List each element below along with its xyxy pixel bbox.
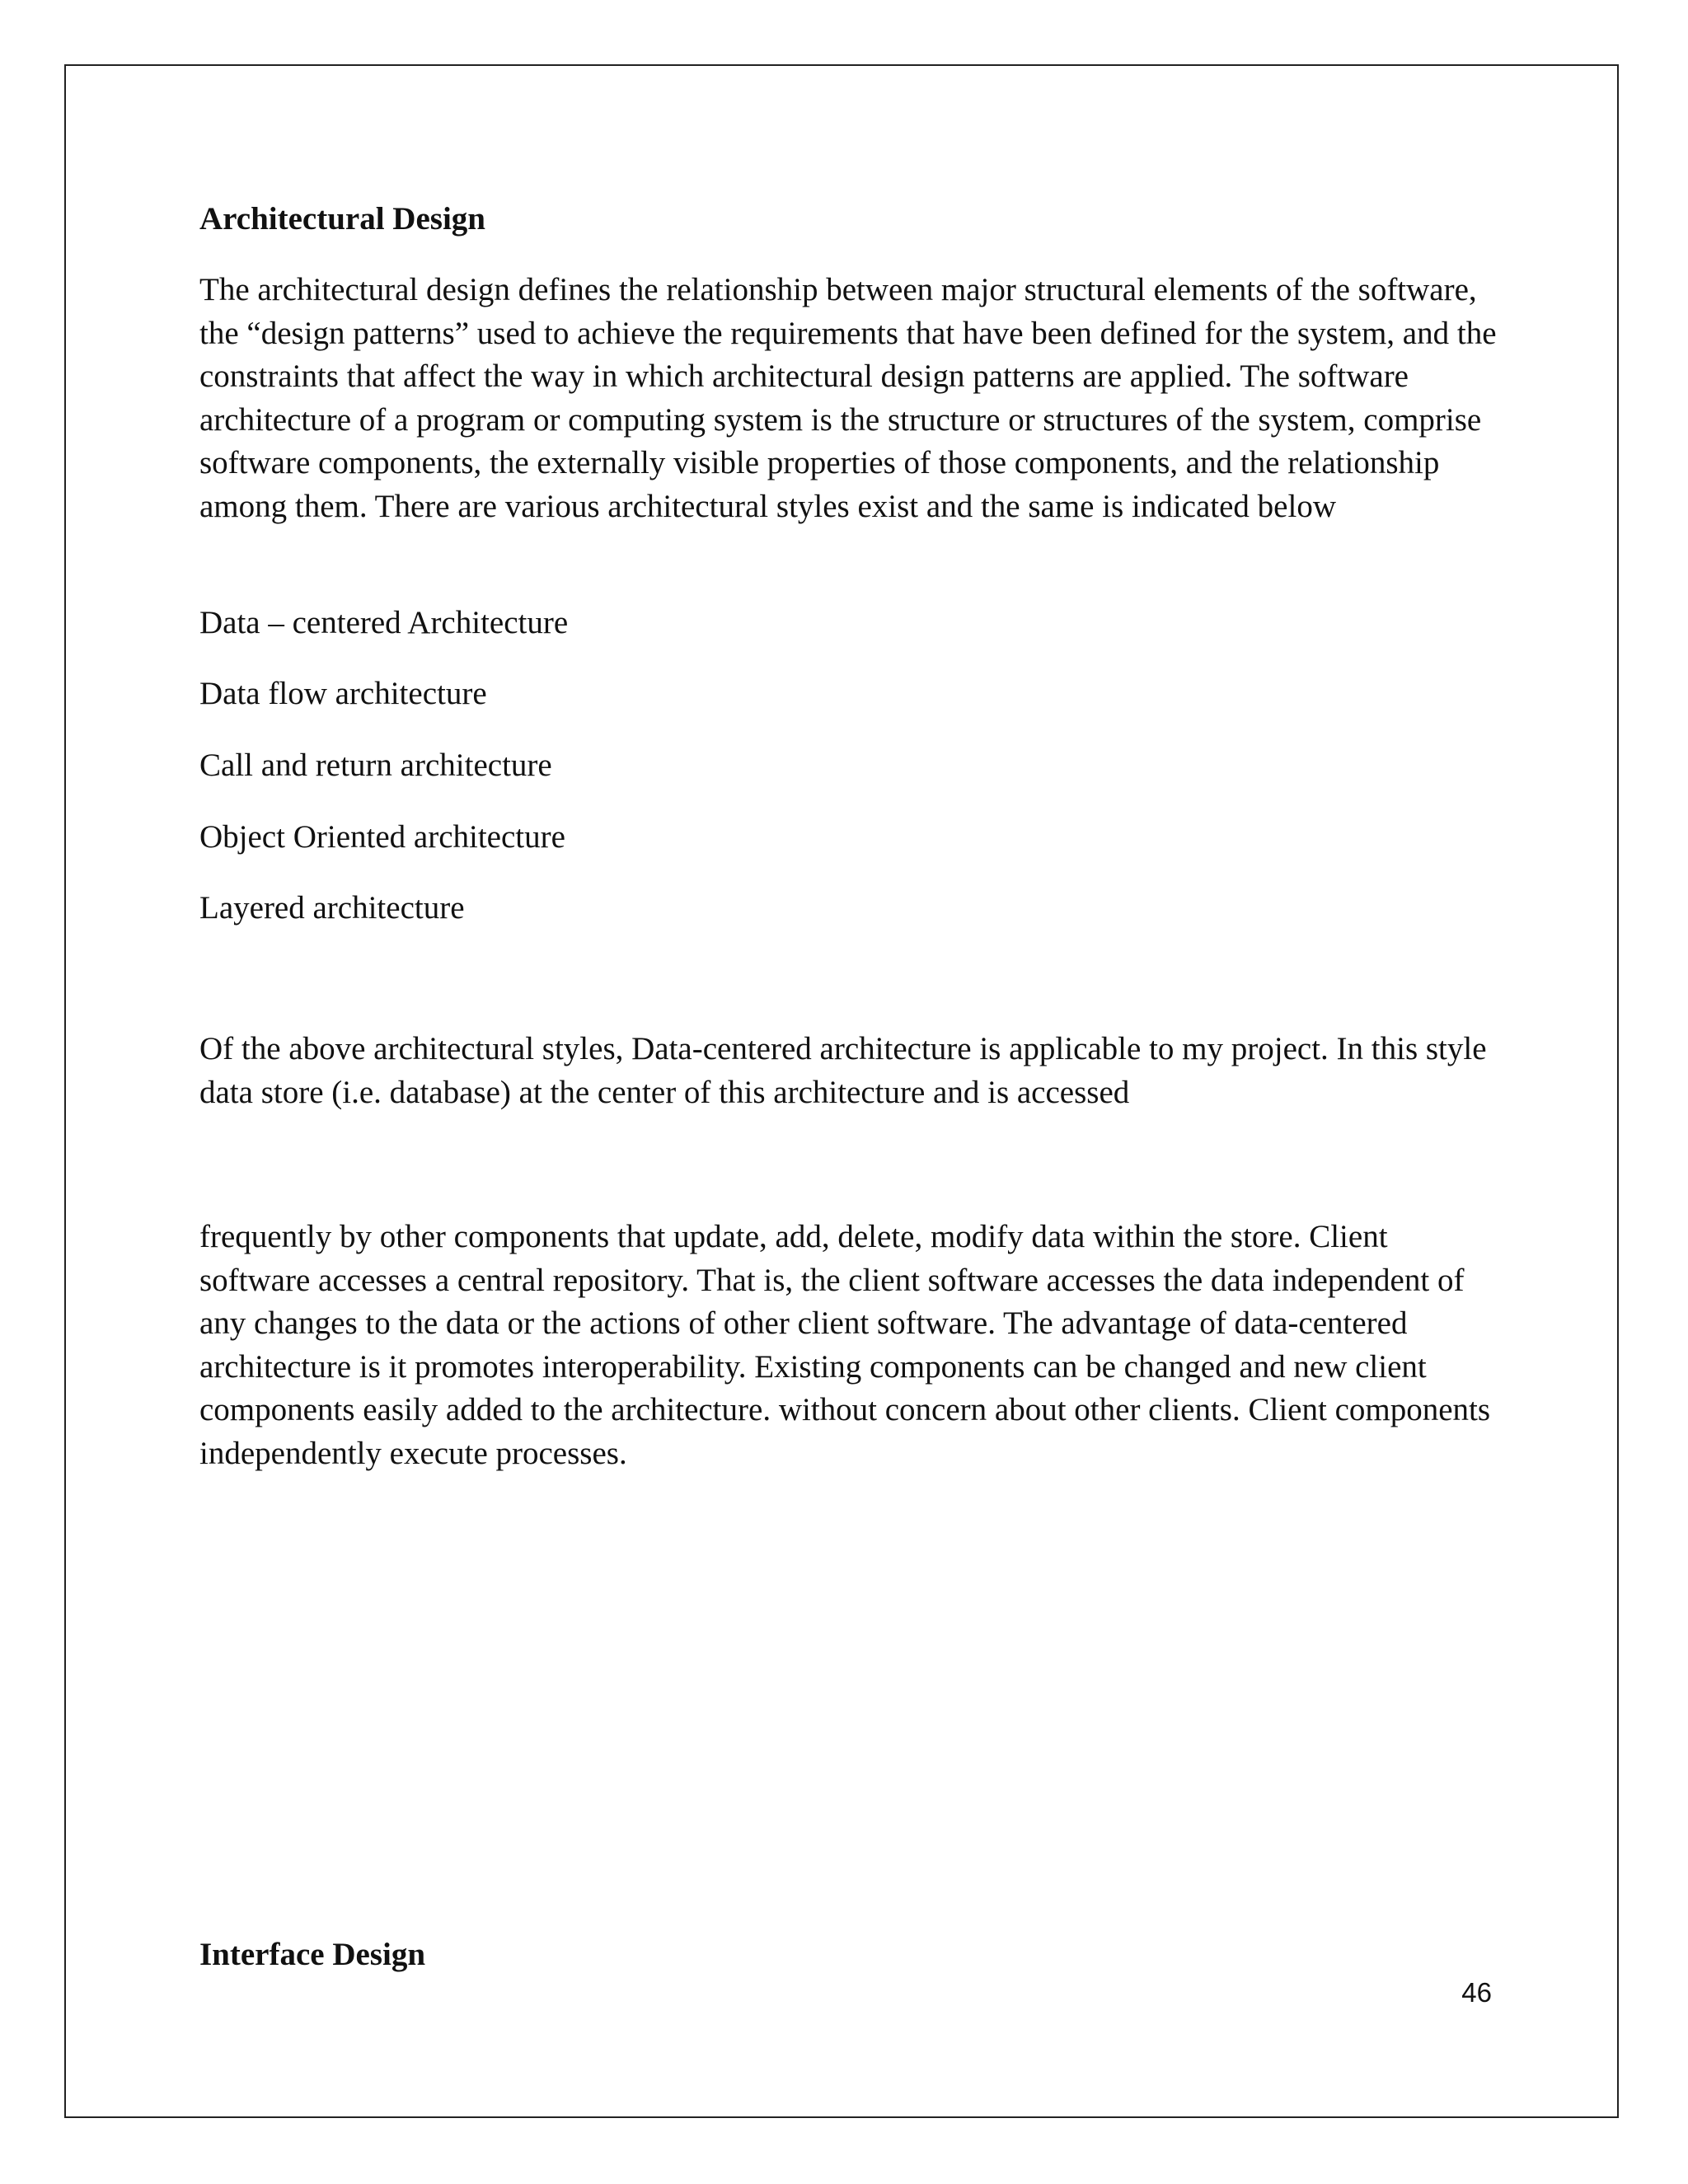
- page-number: 46: [1461, 1977, 1492, 2008]
- style-item-data-flow: Data flow architecture: [199, 676, 487, 711]
- section-heading-interface-design: [199, 1933, 1502, 1977]
- intro-paragraph: The architectural design defines the relationship between major structural elements of the software, the “design patterns” used to achieve the requirements that have been defined for the system, and the constraints that affect the way in which architectural design patterns are applied. The software architecture of a program or computing system is the structure or structures of the system, comprise software components, the externally visible properties of those components, and the relationship among them. There are various architectural styles exist and the same is indicated below: [199, 272, 1497, 524]
- heading-architectural-design: Architectural Design: [199, 201, 485, 237]
- applicable-paragraph: Of the above architectural styles, Data-centered architecture is applicable to my project. In this style data store (i.e. database) at the center of this architecture and is accessed: [199, 1031, 1487, 1110]
- intro-paragraph-block: [199, 269, 1502, 528]
- style-item-data-centered: Data – centered Architecture: [199, 605, 569, 640]
- continued-paragraph: frequently by other components that update, add, delete, modify data within the store. Client software accesses a central repository. That is, the client software accesses the data independent of any changes to the data or the actions of other client software. The advantage of data-centered architecture is it promotes interoperability. Existing components can be changed and new client components easily added to the architecture. without concern about other clients. Client components independently execute processes.: [199, 1219, 1491, 1471]
- heading-interface-design: Interface Design: [199, 1937, 426, 1972]
- style-item-call-and-return: Call and return architecture: [199, 748, 552, 783]
- style-item-object-oriented: Object Oriented architecture: [199, 819, 565, 855]
- style-item-layered: Layered architecture: [199, 890, 465, 926]
- section-heading-architectural-design: [199, 198, 1502, 241]
- continued-paragraph-block: [199, 1216, 1502, 1475]
- applicable-paragraph-block: [199, 1028, 1502, 1114]
